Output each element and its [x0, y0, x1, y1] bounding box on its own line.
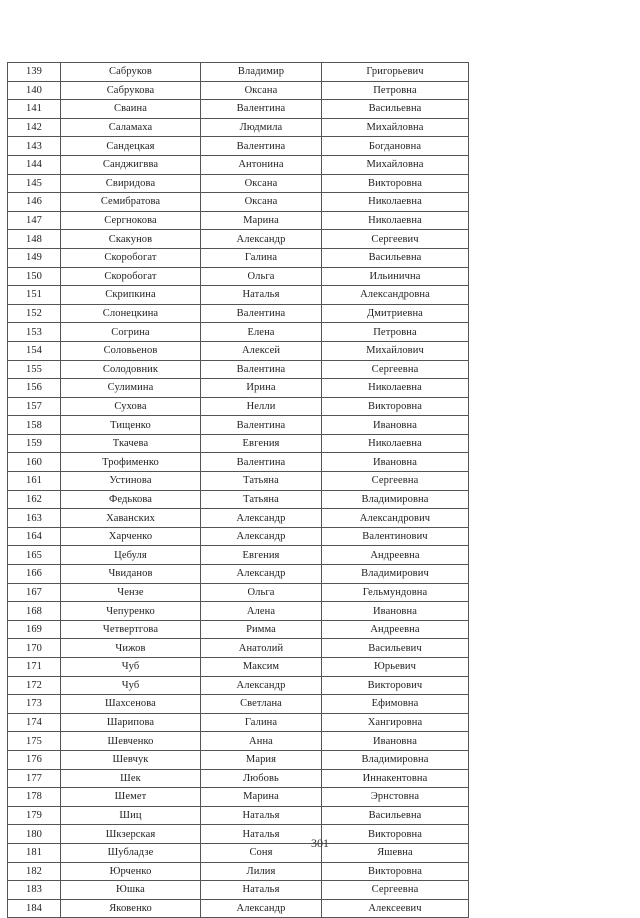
row-number-cell: 153 [8, 323, 61, 342]
table-row [8, 806, 469, 825]
row-number-cell: 162 [8, 490, 61, 509]
table-row [8, 750, 469, 769]
row-number-cell: 141 [8, 100, 61, 119]
first-name-cell: Наталья [201, 806, 322, 825]
surname-cell: Шарипова [61, 713, 201, 732]
name-list-sheet [7, 62, 468, 918]
patronymic-cell: Михайловна [322, 118, 469, 137]
surname-cell: Скакунов [61, 230, 201, 249]
row-number-cell: 151 [8, 286, 61, 305]
patronymic-cell: Сергеевна [322, 360, 469, 379]
row-number-cell: 148 [8, 230, 61, 249]
first-name-cell: Римма [201, 620, 322, 639]
table-row [8, 527, 469, 546]
row-number-cell: 173 [8, 695, 61, 714]
patronymic-cell: Ивановна [322, 602, 469, 621]
surname-cell: Хаванских [61, 509, 201, 528]
row-number-cell: 178 [8, 788, 61, 807]
surname-cell: Слонецкина [61, 304, 201, 323]
patronymic-cell: Александровна [322, 286, 469, 305]
row-number-cell: 176 [8, 750, 61, 769]
surname-cell: Шевченко [61, 732, 201, 751]
surname-cell: Свиридова [61, 174, 201, 193]
row-number-cell: 169 [8, 620, 61, 639]
row-number-cell: 150 [8, 267, 61, 286]
table-row [8, 602, 469, 621]
patronymic-cell: Михайлович [322, 341, 469, 360]
first-name-cell: Евгения [201, 434, 322, 453]
surname-cell: Яковенко [61, 899, 201, 918]
first-name-cell: Татьяна [201, 472, 322, 491]
table-row [8, 509, 469, 528]
patronymic-cell: Григорьевич [322, 63, 469, 82]
surname-cell: Сандецкая [61, 137, 201, 156]
table-row [8, 695, 469, 714]
row-number-cell: 172 [8, 676, 61, 695]
first-name-cell: Валентина [201, 360, 322, 379]
patronymic-cell: Сергеевна [322, 881, 469, 900]
first-name-cell: Евгения [201, 546, 322, 565]
table-row [8, 658, 469, 677]
first-name-cell: Галина [201, 248, 322, 267]
row-number-cell: 180 [8, 825, 61, 844]
first-name-cell: Галина [201, 713, 322, 732]
patronymic-cell: Дмитриевна [322, 304, 469, 323]
first-name-cell: Оксана [201, 81, 322, 100]
first-name-cell: Соня [201, 843, 322, 862]
row-number-cell: 165 [8, 546, 61, 565]
row-number-cell: 147 [8, 211, 61, 230]
surname-cell: Чепуренко [61, 602, 201, 621]
first-name-cell: Александр [201, 230, 322, 249]
surname-cell: Харченко [61, 527, 201, 546]
surname-cell: Чуб [61, 676, 201, 695]
table-row [8, 490, 469, 509]
first-name-cell: Марина [201, 788, 322, 807]
first-name-cell: Александр [201, 565, 322, 584]
table-row [8, 639, 469, 658]
patronymic-cell: Ивановна [322, 732, 469, 751]
row-number-cell: 174 [8, 713, 61, 732]
surname-cell: Шубладзе [61, 843, 201, 862]
table-row [8, 397, 469, 416]
row-number-cell: 175 [8, 732, 61, 751]
row-number-cell: 167 [8, 583, 61, 602]
first-name-cell: Оксана [201, 193, 322, 212]
row-number-cell: 183 [8, 881, 61, 900]
table-row [8, 304, 469, 323]
surname-cell: Сабрукова [61, 81, 201, 100]
table-row [8, 360, 469, 379]
patronymic-cell: Викторовна [322, 825, 469, 844]
table-row [8, 676, 469, 695]
table-row [8, 211, 469, 230]
first-name-cell: Александр [201, 509, 322, 528]
surname-cell: Шкзерская [61, 825, 201, 844]
table-row [8, 230, 469, 249]
first-name-cell: Наталья [201, 825, 322, 844]
first-name-cell: Наталья [201, 881, 322, 900]
patronymic-cell: Валентинович [322, 527, 469, 546]
patronymic-cell: Васильевна [322, 248, 469, 267]
surname-cell: Цебуля [61, 546, 201, 565]
table-row [8, 100, 469, 119]
row-number-cell: 177 [8, 769, 61, 788]
first-name-cell: Татьяна [201, 490, 322, 509]
first-name-cell: Валентина [201, 100, 322, 119]
first-name-cell: Людмила [201, 118, 322, 137]
surname-cell: Устинова [61, 472, 201, 491]
patronymic-cell: Ивановна [322, 453, 469, 472]
table-row [8, 732, 469, 751]
first-name-cell: Александр [201, 676, 322, 695]
row-number-cell: 155 [8, 360, 61, 379]
surname-cell: Санджигвва [61, 155, 201, 174]
table-row [8, 862, 469, 881]
surname-cell: Соловьенов [61, 341, 201, 360]
surname-cell: Скоробогат [61, 267, 201, 286]
first-name-cell: Наталья [201, 286, 322, 305]
row-number-cell: 154 [8, 341, 61, 360]
table-row [8, 769, 469, 788]
patronymic-cell: Эрнстовна [322, 788, 469, 807]
patronymic-cell: Андреевна [322, 620, 469, 639]
first-name-cell: Любовь [201, 769, 322, 788]
patronymic-cell: Яшевна [322, 843, 469, 862]
surname-cell: Шиц [61, 806, 201, 825]
row-number-cell: 144 [8, 155, 61, 174]
patronymic-cell: Богдановна [322, 137, 469, 156]
patronymic-cell: Николаевна [322, 379, 469, 398]
patronymic-cell: Михайловна [322, 155, 469, 174]
patronymic-cell: Иннакентовна [322, 769, 469, 788]
table-row [8, 434, 469, 453]
table-row [8, 248, 469, 267]
row-number-cell: 139 [8, 63, 61, 82]
first-name-cell: Светлана [201, 695, 322, 714]
surname-cell: Семибратова [61, 193, 201, 212]
row-number-cell: 142 [8, 118, 61, 137]
first-name-cell: Максим [201, 658, 322, 677]
first-name-cell: Валентина [201, 304, 322, 323]
surname-cell: Чуб [61, 658, 201, 677]
table-row [8, 267, 469, 286]
surname-cell: Сергнокова [61, 211, 201, 230]
surname-cell: Юшка [61, 881, 201, 900]
row-number-cell: 156 [8, 379, 61, 398]
row-number-cell: 145 [8, 174, 61, 193]
row-number-cell: 170 [8, 639, 61, 658]
surname-cell: Чвиданов [61, 565, 201, 584]
row-number-cell: 161 [8, 472, 61, 491]
surname-cell: Сабруков [61, 63, 201, 82]
table-row [8, 620, 469, 639]
row-number-cell: 163 [8, 509, 61, 528]
surname-cell: Шахсенова [61, 695, 201, 714]
patronymic-cell: Васильевич [322, 639, 469, 658]
table-row [8, 379, 469, 398]
row-number-cell: 184 [8, 899, 61, 918]
table-row [8, 453, 469, 472]
first-name-cell: Елена [201, 323, 322, 342]
row-number-cell: 160 [8, 453, 61, 472]
row-number-cell: 164 [8, 527, 61, 546]
table-row [8, 881, 469, 900]
surname-cell: Саламаха [61, 118, 201, 137]
table-row [8, 583, 469, 602]
patronymic-cell: Васильевна [322, 100, 469, 119]
patronymic-cell: Хангировна [322, 713, 469, 732]
row-number-cell: 166 [8, 565, 61, 584]
surname-cell: Тищенко [61, 416, 201, 435]
table-row [8, 416, 469, 435]
first-name-cell: Антонина [201, 155, 322, 174]
surname-cell: Сваина [61, 100, 201, 119]
table-row [8, 137, 469, 156]
name-list-body [8, 63, 469, 918]
surname-cell: Шевчук [61, 750, 201, 769]
first-name-cell: Анна [201, 732, 322, 751]
surname-cell: Трофименко [61, 453, 201, 472]
row-number-cell: 159 [8, 434, 61, 453]
table-row [8, 713, 469, 732]
patronymic-cell: Николаевна [322, 193, 469, 212]
patronymic-cell: Владимировна [322, 750, 469, 769]
first-name-cell: Валентина [201, 137, 322, 156]
first-name-cell: Александр [201, 899, 322, 918]
row-number-cell: 157 [8, 397, 61, 416]
row-number-cell: 168 [8, 602, 61, 621]
first-name-cell: Алексей [201, 341, 322, 360]
surname-cell: Чензе [61, 583, 201, 602]
name-list-table [7, 62, 469, 918]
patronymic-cell: Ивановна [322, 416, 469, 435]
row-number-cell: 152 [8, 304, 61, 323]
table-row [8, 286, 469, 305]
patronymic-cell: Петровна [322, 323, 469, 342]
row-number-cell: 149 [8, 248, 61, 267]
row-number-cell: 171 [8, 658, 61, 677]
surname-cell: Шемет [61, 788, 201, 807]
first-name-cell: Валентина [201, 453, 322, 472]
patronymic-cell: Сергеевна [322, 472, 469, 491]
first-name-cell: Оксана [201, 174, 322, 193]
surname-cell: Юрченко [61, 862, 201, 881]
row-number-cell: 146 [8, 193, 61, 212]
patronymic-cell: Викторович [322, 676, 469, 695]
first-name-cell: Ольга [201, 267, 322, 286]
first-name-cell: Лилия [201, 862, 322, 881]
patronymic-cell: Викторовна [322, 174, 469, 193]
patronymic-cell: Александрович [322, 509, 469, 528]
row-number-cell: 143 [8, 137, 61, 156]
first-name-cell: Мария [201, 750, 322, 769]
patronymic-cell: Ильинична [322, 267, 469, 286]
row-number-cell: 181 [8, 843, 61, 862]
first-name-cell: Марина [201, 211, 322, 230]
surname-cell: Скоробогат [61, 248, 201, 267]
surname-cell: Скрипкина [61, 286, 201, 305]
table-row [8, 341, 469, 360]
first-name-cell: Александр [201, 527, 322, 546]
first-name-cell: Алена [201, 602, 322, 621]
table-row [8, 788, 469, 807]
surname-cell: Ткачева [61, 434, 201, 453]
patronymic-cell: Владимировна [322, 490, 469, 509]
table-row [8, 323, 469, 342]
surname-cell: Солодовник [61, 360, 201, 379]
patronymic-cell: Васильевна [322, 806, 469, 825]
surname-cell: Шек [61, 769, 201, 788]
table-row [8, 472, 469, 491]
patronymic-cell: Викторовна [322, 397, 469, 416]
row-number-cell: 179 [8, 806, 61, 825]
row-number-cell: 158 [8, 416, 61, 435]
first-name-cell: Валентина [201, 416, 322, 435]
patronymic-cell: Владимирович [322, 565, 469, 584]
table-row [8, 193, 469, 212]
patronymic-cell: Гельмундовна [322, 583, 469, 602]
table-row [8, 546, 469, 565]
row-number-cell: 182 [8, 862, 61, 881]
page-number: 301 [311, 836, 329, 850]
first-name-cell: Нелли [201, 397, 322, 416]
table-row [8, 899, 469, 918]
surname-cell: Сухова [61, 397, 201, 416]
patronymic-cell: Юрьевич [322, 658, 469, 677]
table-row [8, 118, 469, 137]
patronymic-cell: Николаевна [322, 434, 469, 453]
surname-cell: Согрина [61, 323, 201, 342]
patronymic-cell: Петровна [322, 81, 469, 100]
patronymic-cell: Алексеевич [322, 899, 469, 918]
surname-cell: Сулимина [61, 379, 201, 398]
table-row [8, 155, 469, 174]
table-row [8, 565, 469, 584]
table-row [8, 81, 469, 100]
patronymic-cell: Ефимовна [322, 695, 469, 714]
patronymic-cell: Николаевна [322, 211, 469, 230]
surname-cell: Четвертгова [61, 620, 201, 639]
surname-cell: Федькова [61, 490, 201, 509]
first-name-cell: Анатолий [201, 639, 322, 658]
patronymic-cell: Викторовна [322, 862, 469, 881]
patronymic-cell: Андреевна [322, 546, 469, 565]
first-name-cell: Ольга [201, 583, 322, 602]
first-name-cell: Владимир [201, 63, 322, 82]
row-number-cell: 140 [8, 81, 61, 100]
surname-cell: Чижов [61, 639, 201, 658]
first-name-cell: Ирина [201, 379, 322, 398]
table-row [8, 63, 469, 82]
patronymic-cell: Сергеевич [322, 230, 469, 249]
table-row [8, 174, 469, 193]
